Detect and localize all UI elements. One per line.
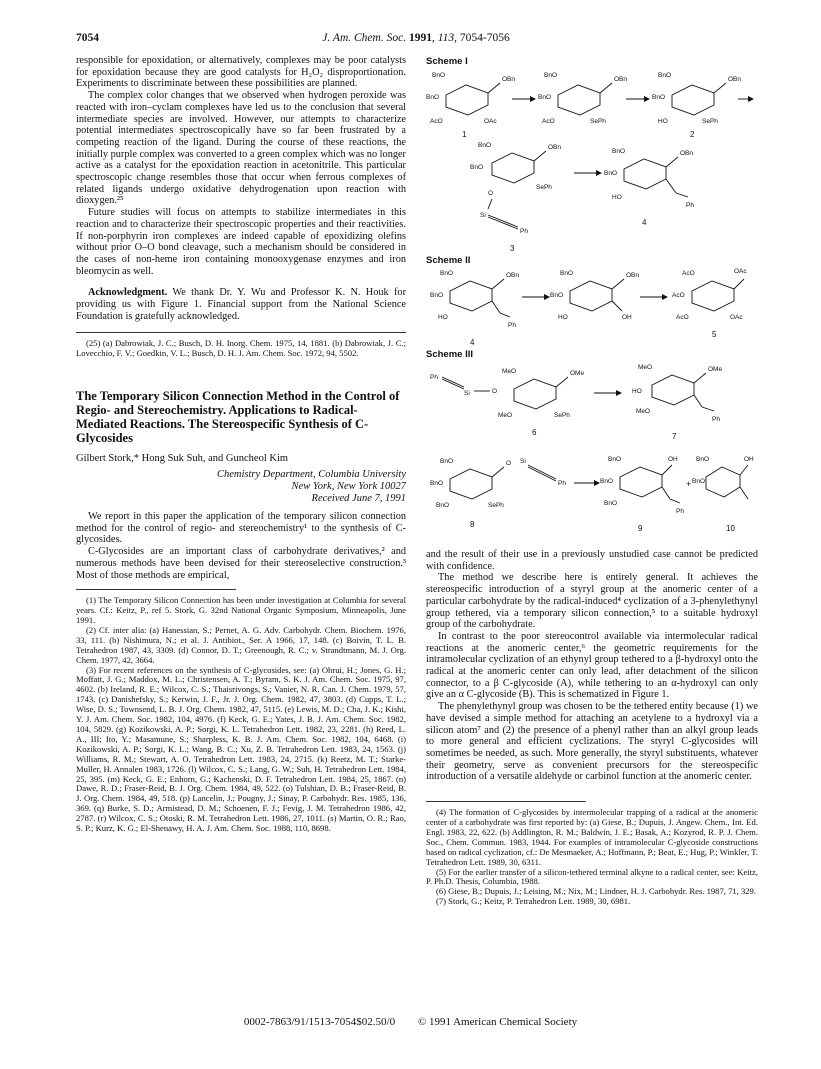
footnote: (5) For the earlier transfer of a silicon-tethered terminal alkyne to a radical center, see: Keitz, P. Ph.D. Thesis, Columbia, 1988. [426, 866, 758, 887]
group-label: SePh [554, 412, 570, 419]
group-label: BnO [436, 502, 450, 509]
scheme-label: Scheme III [426, 349, 473, 360]
group-label: OBn [614, 76, 628, 83]
group-label: BnO [604, 170, 618, 177]
affiliation-line: Chemistry Department, Columbia University [217, 468, 406, 480]
group-label: Ph [676, 508, 684, 515]
footnote: (4) The formation of C-glycosides by intermolecular trapping of a radical at the anomeric center of a carbohydrate was first reported by: (a) Giese, B.; Dupuis, J. Angew. Chem., Int. Ed. Engl. 1983, 22, 622. (b) Addlington, R. M.; Baldwin, J. E.; Basak, A.; Kozyrod, R. P. J. Chem. Soc., Chem. Commun. 1983, 1944. For examples of intramolecular C-glycoside constructions based on radical cyclization, cf.: De Mesmaeker, A.; Hoffmann, P.; Beat, E.; Hug, P.; Winkler, T. Tetrahedron Lett. 1989, 30, 6311. [426, 807, 758, 867]
compound-number: 2 [690, 130, 695, 139]
affiliation [76, 469, 406, 505]
compound-intermediate [538, 72, 627, 125]
paragraph: We report in this paper the application of the temporary silicon connection method for the control of regio- and stereochemistry¹ to the synthesis of C-glycosides. [76, 510, 406, 546]
compound-5 [672, 268, 747, 339]
scheme-label: Scheme II [426, 255, 471, 266]
footnote: (1) The Temporary Silicon Connection has been under investigation at Columbia for several years. Cf.: Keitz, P., ref 5. Stork, G. 32nd National Organic Symposium, Minneapolis, June 1991. [76, 595, 406, 626]
group-label: O [488, 190, 494, 197]
group-label: HO [658, 118, 668, 125]
copyright: © 1991 American Chemical Society [417, 1016, 578, 1028]
group-label: BnO [658, 72, 672, 79]
compound-9 [600, 456, 684, 533]
plus-sign: + [686, 479, 692, 489]
issn-code: 0002-7863/91/1513-7054$02.50/0 [243, 1016, 396, 1028]
acknowledgment-text: We thank Dr. Y. Wu and Professor K. N. Houk for providing us with Figure 1. Financial support from the National Science Foundation is gratefully acknowledged. [76, 287, 406, 322]
group-label: OBn [680, 150, 694, 157]
compound-3 [470, 142, 561, 253]
group-label: MeO [498, 412, 513, 419]
page-footer [0, 1016, 821, 1028]
group-label: OMe [708, 366, 723, 373]
group-label: OAc [734, 268, 747, 275]
group-label: HO [632, 388, 642, 395]
compound-number: 8 [470, 520, 475, 529]
journal-volume: 113 [437, 32, 455, 44]
footnote-divider [426, 801, 586, 802]
group-label: O [506, 460, 512, 467]
group-label: Si [464, 390, 470, 397]
group-label: HO [612, 194, 622, 201]
group-label: BnO [538, 94, 552, 101]
group-label: OH [744, 456, 754, 463]
group-label: MeO [502, 368, 517, 375]
group-label: SePh [488, 502, 504, 509]
running-header [76, 32, 756, 48]
group-label: OMe [570, 370, 585, 377]
compound-4 [604, 148, 694, 227]
article-authors: Gilbert Stork,* Hong Suk Suh, and Guncheol Kim [76, 453, 289, 465]
footnote: (6) Giese, B.; Dupuis, J.; Leising, M.; Nix, M.; Lindner, H. J. Carbohydr. Res. 1987, 71, 329. [436, 886, 756, 897]
journal-name: J. Am. Chem. Soc. [322, 32, 407, 44]
group-label: BnO [696, 456, 710, 463]
footnote-block [76, 596, 406, 834]
group-label: AcO [430, 118, 443, 125]
journal-year: 1991 [408, 32, 432, 44]
scheme-label: Scheme I [426, 56, 468, 67]
group-label: OBn [728, 76, 742, 83]
group-label: OBn [626, 272, 640, 279]
group-label: Ph [430, 374, 438, 381]
group-label: O [492, 388, 498, 395]
group-label: Ph [508, 322, 516, 329]
group-label: OBn [548, 144, 562, 151]
paragraph: C-Glycosides are an important class of carbohydrate derivatives,² and numerous methods have been devised for their stereoselective construction.³ Most of those methods are empirical, [76, 546, 406, 581]
group-label: OAc [484, 118, 497, 125]
group-label: SePh [590, 118, 606, 125]
group-label: Ph [558, 480, 566, 487]
compound-2 [652, 72, 741, 139]
group-label: OAc [730, 314, 743, 321]
compound-number: 9 [638, 524, 643, 533]
footnote-block [426, 808, 758, 907]
group-label: BnO [544, 72, 558, 79]
group-label: Si [480, 212, 486, 219]
schemes-figure [426, 55, 758, 545]
compound-number: 4 [642, 218, 647, 227]
group-label: OH [668, 456, 678, 463]
group-label: SePh [702, 118, 718, 125]
paragraph: The method we describe here is entirely general. It achieves the stereospecific introduction of a styryl group at the anomeric center of a particular carbohydrate by the radical-induced⁴ cyclization of a 3-phenylethynyl group tethered, via a temporary silicon connection,⁵ to a suitable hydroxyl group of the carbohydrate. [426, 572, 758, 631]
group-label: BnO [692, 478, 706, 485]
group-label: BnO [652, 94, 666, 101]
group-label: OBn [506, 272, 520, 279]
scheme-drawings [426, 55, 758, 545]
footnote-divider [76, 332, 406, 333]
compound-6 [430, 368, 584, 437]
group-label: BnO [440, 458, 454, 465]
right-column [426, 549, 758, 907]
compound-7 [632, 364, 722, 441]
group-label: AcO [542, 118, 555, 125]
compound-10 [692, 456, 754, 533]
paragraph: Future studies will focus on attempts to stabilize intermediates in this reaction and to characterize their spectroscopic properties and their reactivities. If non-porphyrin iron complexes are indeed capable of epoxidizing olefins without prior O–O bond cleavage, such a mechanism should be considered in the cases of non-heme iron containing monooxygenase enzymes and iron bleomycin as well. [76, 207, 406, 277]
compound-number: 7 [672, 432, 677, 441]
footnote-divider [76, 589, 236, 590]
compound-1 [426, 72, 515, 139]
group-label: BnO [612, 148, 626, 155]
group-label: HO [558, 314, 568, 321]
article-title: The Temporary Silicon Connection Method in the Control of Regio- and Stereochemistry. Applications to Radical-Mediated Reactions. The Stereospecific Synthesis of C-Glycosides [76, 389, 400, 446]
group-label: MeO [636, 408, 651, 415]
group-label: Si [520, 458, 526, 465]
paragraph: and the result of their use in a previously unstudied case cannot be predicted with confidence. [426, 549, 758, 572]
group-label: BnO [600, 478, 614, 485]
group-label: AcO [682, 270, 695, 277]
acknowledgment [76, 287, 406, 322]
paragraph: The phenylethynyl group was chosen to be the tethered entity because (1) we have devised a simple method for attaching an acetylene to a hydroxyl via a silicon atom⁷ and (2) the presence of a phenyl rather than an alkyl group leads to more general and efficient cyclizations. The styryl C-glycosides will sometimes be needed, as such. More generally, the styryl substituents, whatever their geometry, serve as convenient precursors for the stereospecific introduction of a versatile aldehyde or carbinol function at the anomeric center. [426, 701, 758, 783]
compound-number: 10 [726, 524, 735, 533]
footnote: (7) Stork, G.; Keitz, P. Tetrahedron Lett. 1989, 30, 6981. [436, 896, 631, 907]
group-label: BnO [440, 270, 454, 277]
group-label: Ph [712, 416, 720, 423]
footnote: (25) (a) Dabrowiak, J. C.; Busch, D. H. Inorg. Chem. 1975, 14, 1881. (b) Dabrowiak, J. C.; Lovecchio, F. V.; Goedkin, V. L.; Busch, D. H. J. Am. Chem. Soc. 1972, 94, 5502. [76, 338, 406, 359]
footnote: (3) For recent references on the synthesis of C-glycosides, see: (a) Ohrui, H.; Jones, G. H.; Moffatt, J. G.; Maddox, M. L.; Christensen, A. T.; Byram, S. K. J. Am. Chem. Soc. 1975, 97, 4602. (b) Ireland, R. E.; Wilcox, C. S.; Thaisrivongs, S.; Vanier, N. R. Can. J. Chem. 1979, 57, 1743. (c) Danishefsky, S.; Kerwin, J. F., Jr. J. Org. Chem. 1982, 47, 3803. (d) Cupps, T. L.; Wise, D. S.; Townsend, L. B. J. Org. Chem. 1982, 47, 5115. (e) Lewis, M. D.; Cha, J. K.; Kishi, Y. J. Am. Chem. Soc. 1982, 104, 4976. (f) Keck, G. E.; Yates, J. B. J. Am. Chem. Soc. 1982, 104, 5829. (g) Kozikowski, A. P.; Sorgi, K. L. Tetrahedron Lett. 1982, 23, 2281. (h) Reed, L. A., III; Ito, Y.; Masamune, S.; Sharpless, K. B. J. Am. Chem. Soc. 1982, 104, 6468. (i) Kozikowski, A. P.; Sorgi, K. L.; Wang, B. C.; Xu, Z. B. Tetrahedron Lett. 1983, 24, 1563. (j) Williams, R. M.; Stewart, A. O. Tetrahedron Lett. 1983, 24, 2715. (k) Reetz, M. T.; Starke-Muller, H. Annalen 1983, 1726. (l) Wilcox, C. S.; Lang, G. W.; Suh, H. Tetrahedron Lett. 1984, 25, 395. (m) Keck, G. E.; Enhorn, G.; Kachenski, D. F. Tetrahedron Lett. 1984, 25, 1867. (n) Dawe, R. D.; Fraser-Reid, B. J. Org. Chem. 1984, 49, 522. (o) Tulshian, D. B.; Fraser-Reid, B. J. Org. Chem. 1984, 49, 518. (p) Lancelin, J.; Pougny, J.; Sinay, P. Carbohydr. Res. 1985, 136, 369. (q) Burke, S. D.; Armistead, D. M.; Schoenen, F. J.; Fevig, J. M. Tetrahedron 1986, 42, 2787. (r) Wilcox, C. S.; Otoski, R. M. Tetrahedron Lett. 1986, 27, 1011. (s) Martin, O. R.; Rao, S. P.; Kurz, K. G.; El-Shenawy, H. A. J. Am. Chem. Soc. 1988, 110, 8698. [76, 664, 406, 834]
group-label: MeO [638, 364, 653, 371]
group-label: BnO [426, 94, 440, 101]
paragraph: In contrast to the poor stereocontrol available via intermolecular radical reactions at the anomeric center,⁶ the geometric requirements for the intramolecular cyclization of an ethynyl group tethered to a β-hydroxyl onto the radical at the anomeric center can only lead, after detachment of the silicon connector, to a β C-glycoside (A), while tethering to an α-hydroxyl can only give an α C-glycoside (B). This is schematized in Figure 1. [426, 630, 758, 701]
group-label: BnO [470, 164, 484, 171]
compound-8 [430, 458, 566, 529]
group-label: BnO [478, 142, 492, 149]
footnote: (2) Cf. inter alia: (a) Hanessian, S.; Pernet, A. G. Adv. Carbohydr. Chem. Biochem. 1976, 33, 111. (b) Nishimura, N.; et al. J. Antibiot., Ser. A 1966, 17, 148. (c) Boivin, T. L. B. Tetrahedron 1987, 43, 3309. (d) Connor, D. T.; Greenough, R. C.; v. Strandtmann, M. J. Org. Chem. 1977, 42, 3664. [76, 624, 406, 665]
paragraph: The complex color changes that we observed when hydrogen peroxide was reacted with iron–cyclam complexes have led us to the conclusion that several intermediate species are involved. However, our attempts to characterize potential intermediates spectroscopically have so far been frustrated by a competing reaction of the ligand. During the course of these reactions, the initially purple complex was converted to a green complex which was no longer active as a catalyst for the epoxidation reaction in acetonitrile. This particular spectroscopic change resembles those that occur when ferrous complexes of related ligands undergo oxidative dehydrogenation upon reaction with dioxygen.²⁵ [76, 90, 406, 207]
paragraph: responsible for epoxidation, or alternatively, complexes may be poor catalysts for epoxidation because they are good catalysts for H₂O₂ disproportionation. Experiments to discriminate between these possibilities are planned. [76, 55, 406, 90]
journal-pages: 7054-7056 [459, 32, 510, 44]
group-label: BnO [550, 292, 564, 299]
compound-4-scheme2 [430, 270, 519, 347]
group-label: BnO [430, 292, 444, 299]
compound-number: 1 [462, 130, 467, 139]
received-date: Received June 7, 1991 [311, 492, 406, 504]
compound-number: 5 [712, 330, 717, 339]
compound-number: 6 [532, 428, 537, 437]
group-label: OH [622, 314, 632, 321]
page-number: 7054 [76, 32, 99, 44]
group-label: BnO [430, 480, 444, 487]
group-label: Ph [520, 228, 528, 235]
group-label: BnO [608, 456, 622, 463]
compound-diol [550, 270, 639, 321]
compound-number: 3 [510, 244, 515, 253]
group-label: HO [438, 314, 448, 321]
acknowledgment-label: Acknowledgment. [88, 287, 168, 299]
compound-number: 4 [470, 338, 475, 347]
group-label: SePh [536, 184, 552, 191]
affiliation-line: New York, New York 10027 [291, 480, 406, 492]
group-label: BnO [604, 500, 618, 507]
group-label: AcO [672, 292, 685, 299]
group-label: OBn [502, 76, 516, 83]
journal-citation: J. Am. Chem. Soc. 1991, 113, 7054-7056 [322, 32, 510, 44]
group-label: BnO [560, 270, 574, 277]
footnote-block [76, 339, 406, 359]
group-label: Ph [686, 202, 694, 209]
left-column [76, 55, 406, 834]
group-label: BnO [432, 72, 446, 79]
group-label: AcO [676, 314, 689, 321]
